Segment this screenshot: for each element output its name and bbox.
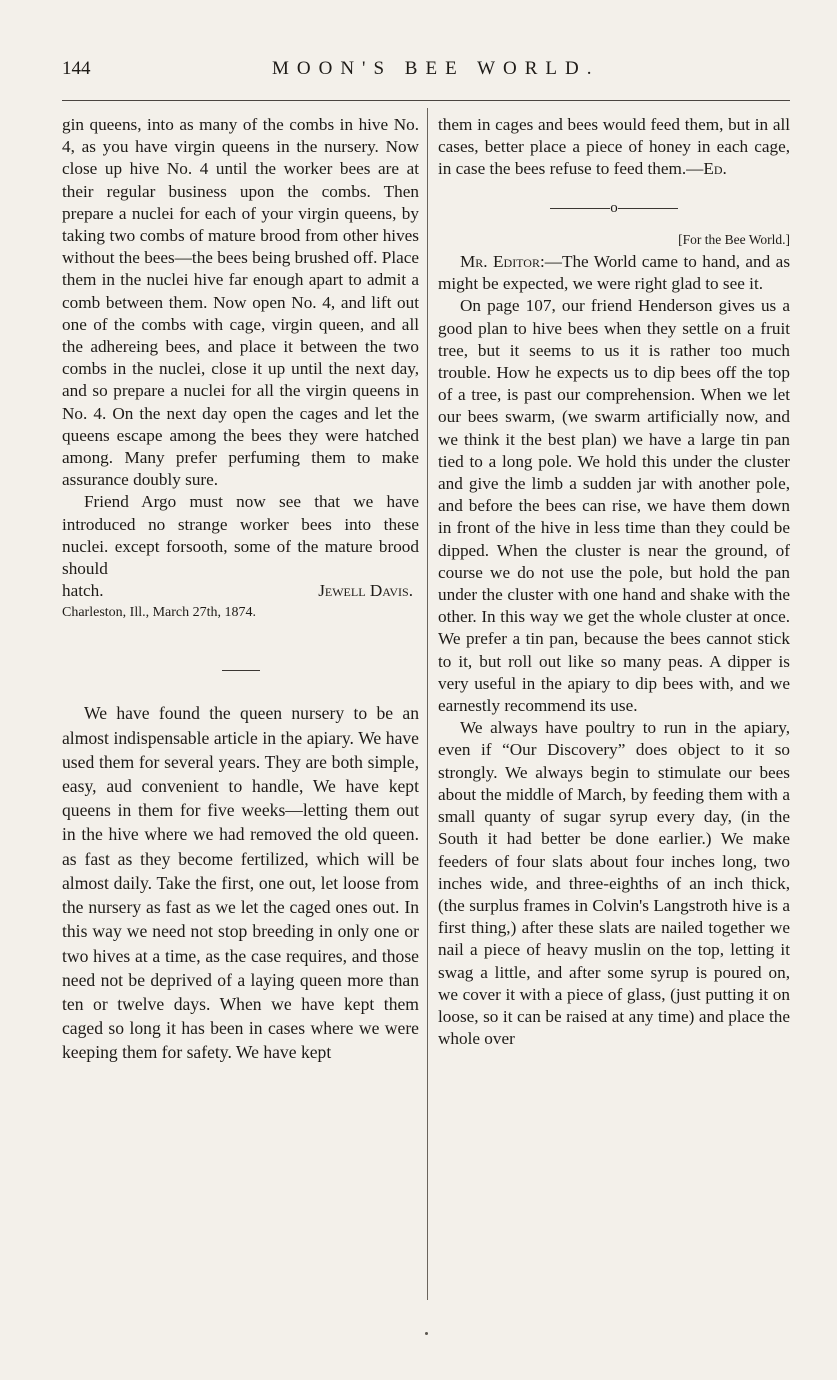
salutation: Mr. Editor (460, 252, 540, 272)
page-header (62, 58, 792, 88)
ornament-dash-left (550, 208, 610, 209)
running-title: MOON'S BEE WORLD. (272, 58, 600, 79)
ornament-glyph: o (610, 199, 618, 216)
right-paragraph-3: On page 107, our friend Henderson gives us a good plan to hive bees when they settle on a fruit tree, but it seems to us it is rather too much trouble. How he expects us to dip bees off the top of a tree, is past our comprehension. When we let our bees swarm, (we swarm artificially now, and we think it the best plan) we have a large tin pan tied to a long pole. We hold this under the cluster and give the limb a sudden jar with another pole, and before the bees can rise, we have them down in front of the hive in less time than they could be dipped. When the cluster is near the ground, of course we do not use the pole, but hold the pan under the cluster with one hand and shake with the other. In this way we get the whole cluster at once. We prefer a tin pan, because the bees cannot stick to it, but roll out like so many peas. A dipper is very useful in the apiary to dip bees with, and we earnestly recommend its use. (438, 296, 790, 716)
right-paragraph-1 (438, 114, 790, 181)
left-paragraph-3: We have found the queen nursery to be an almost indispensable article in the apiary. We have used them for several years. They are both simple, easy, aud convenient to handle, We have kept queens in them for five weeks—letting them out in the hive where we had removed the old queen. as fast as they become fertilized, which will be almost daily. Take the first, one out, let loose from the nursery as fast as we let the caged ones out. In this way we need not stop breeding in only one or two hives at a time, as the case requires, and those need not be deprived of a laying queen more than ten or twelve days. When we have kept them caged so long it has been in cases where we were keeping them for safety. We have kept (62, 703, 419, 1063)
ornament-divider (438, 197, 790, 219)
right-paragraph-4: We always have poultry to run in the apiary, even if “Our Discovery” does object to it so strongly. We always begin to stimulate our bees about the middle of March, by feeding them with a small quanty of sugar syrup every day, (in the South it had better be done earlier.) We make feeders of four slats about four inches long, two inches wide, and three-eighths of an inch thick, (the surplus frames in Colvin's Langstroth hive is a first thing,) after these slats are nailed together we nail a piece of heavy muslin on the top, letting it swag a little, and after some syrup is poured on, we cover it with a piece of glass, (just putting it on loose, so it can be raised at any time) and place the whole over (438, 718, 790, 1049)
right-paragraph-2-text: :—The World came to hand, and as might be expected, we were right glad to see it. (438, 252, 791, 294)
right-paragraph-1-text: them in cages and bees would feed them, but in all cases, better place a piece of honey in each cage, in case the bees refuse to feed them.— (438, 115, 790, 179)
left-column (62, 114, 419, 1065)
page-mark (425, 1332, 428, 1335)
signature-line (62, 580, 419, 602)
column-divider (427, 108, 428, 1300)
left-paragraph-2: Friend Argo must now see that we have introduced no strange worker bees into these nuclei. except forsooth, some of the mature brood should (62, 492, 419, 579)
ornament-dash-right (618, 208, 678, 209)
author-signature: Jewell Davis. (318, 581, 413, 601)
left-paragraph-1: gin queens, into as many of the combs in hive No. 4, as you have virgin queens in the nursery. Now close up hive No. 4 until the worker bees are at their regular business upon the combs. Then prepare a nuclei for each of your virgin queens, by taking two combs of mature brood from other hives without the bees—the bees being brushed off. Place them in the nuclei hive far enough apart to admit a comb between them. Now open No. 4, and lift out one of the combs with cage, virgin queen, and all the adhereing bees, and place it between the two combs in the nuclei, close it up until the next day, and so prepare a nuclei for all the virgin queens in No. 4. On the next day open the cages and let the queens escape among the bees they were hatched among. Many prefer perfuming them to make assurance doubly sure. (62, 115, 419, 490)
dateline: Charleston, Ill., March 27th, 1874. (62, 605, 257, 621)
right-column (438, 114, 790, 1050)
right-paragraph-2 (438, 251, 790, 295)
paragraph-end-word: hatch. (62, 581, 104, 601)
header-rule (62, 100, 790, 101)
editor-signature: Ed. (703, 159, 727, 179)
section-rule (222, 670, 260, 671)
page-number: 144 (62, 58, 91, 79)
attribution-line: [For the Bee World.] (678, 231, 790, 247)
